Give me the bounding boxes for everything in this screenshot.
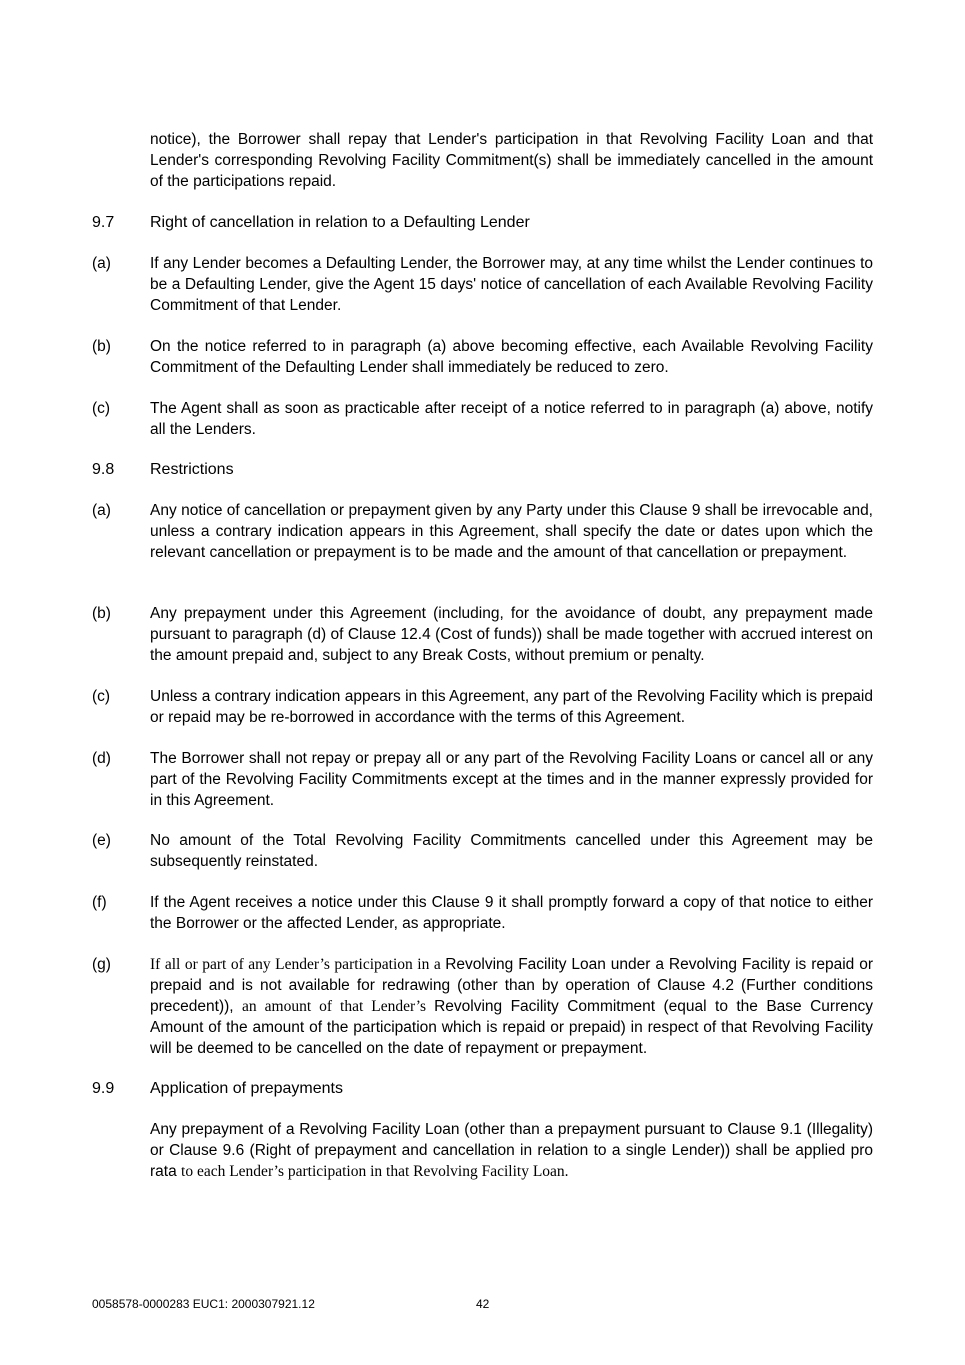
text-segment: Revolving Facility Loan under a Revolving Facility is repaid or prepaid and is not available for redrawing (other than by operation of Clause 4.2 (Further conditions precedent)), — [150, 956, 874, 1015]
paragraph-9-8-a — [92, 500, 873, 563]
paragraph-9-8-c — [92, 686, 873, 728]
paragraph-9-8-d — [92, 748, 873, 811]
paragraph-9-7-b — [92, 336, 873, 378]
paragraph-label: (d) — [92, 750, 111, 767]
section-title: Right of cancellation in relation to a Defaulting Lender — [150, 214, 530, 231]
paragraph-label: (b) — [92, 605, 111, 622]
footer-page-number: 42 — [476, 1297, 490, 1311]
paragraph-9-9 — [150, 1119, 873, 1182]
paragraph-label: (a) — [92, 502, 111, 519]
paragraph-text: No amount of the Total Revolving Facility Commitments cancelled under this Agreement may be subsequently reinstated. — [150, 832, 873, 870]
footer-document-reference: 0058578-0000283 EUC1: 2000307921.12 — [92, 1297, 315, 1311]
paragraph-label: (b) — [92, 338, 111, 355]
paragraph-text: If any Lender becomes a Defaulting Lender, the Borrower may, at any time whilst the Lender continues to be a Defaulting Lender, give the Agent 15 days' notice of cancellation of each Available Revolving Facility Commitment of that Lender. — [150, 255, 873, 314]
paragraph-9-7-a — [92, 253, 873, 316]
paragraph-label: (c) — [92, 400, 111, 417]
section-number: 9.8 — [92, 461, 115, 478]
section-number: 9.7 — [92, 214, 115, 231]
text-segment-serif: to each Lender’s participation in that Revolving Facility Loan. — [181, 1163, 569, 1180]
paragraph-label: (g) — [92, 956, 111, 973]
paragraph-label: (f) — [92, 894, 107, 911]
paragraph-9-8-g — [92, 954, 873, 1059]
section-number: 9.9 — [92, 1080, 115, 1097]
section-title: Application of prepayments — [150, 1080, 343, 1097]
paragraph-9-8-e — [92, 830, 873, 872]
paragraph-9-7-c — [92, 398, 873, 440]
paragraph-text: Any prepayment under this Agreement (including, for the avoidance of doubt, any prepayment made pursuant to paragraph (d) of Clause 12.4 (Cost of funds)) shall be made together with accrued interest on the amount prepaid and, subject to any Break Costs, without premium or penalty. — [150, 605, 873, 664]
paragraph-9-8-b — [92, 603, 873, 666]
text-segment-serif: If all or part of any Lender’s participation in a — [150, 956, 446, 973]
paragraph-9-8-f — [92, 892, 873, 934]
section-title: Restrictions — [150, 461, 234, 478]
text-segment: Any prepayment of a Revolving Facility Loan (other than a prepayment pursuant to Clause 9.1 (Illegality) or Clause 9.6 (Right of prepayment and cancellation in relation to a single Lender)) shall be applied pro rata — [150, 1121, 873, 1180]
paragraph-label: (a) — [92, 255, 111, 272]
text-segment-serif: an amount of that Lender’s — [242, 998, 435, 1015]
paragraph-text: The Borrower shall not repay or prepay all or any part of the Revolving Facility Loans or cancel all or any part of the Revolving Facility Commitments except at the times and in the manner expressly provided for in this Agreement. — [150, 750, 873, 809]
paragraph-text: Any notice of cancellation or prepayment given by any Party under this Clause 9 shall be irrevocable and, unless a contrary indication appears in this Agreement, shall specify the date or dates upon which the relevant cancellation or prepayment is to be made and the amount of that cancellation or prepayment. — [150, 502, 873, 561]
text-segment: Revolving Facility Commitment (equal to the Base Currency Amount of the amount of the participation which is repaid or prepaid) in respect of that Revolving Facility will be deemed to be cancelled on the date of repayment or prepayment. — [150, 998, 873, 1057]
paragraph-text: The Agent shall as soon as practicable after receipt of a notice referred to in paragraph (a) above, notify all the Lenders. — [150, 400, 873, 438]
paragraph-label: (c) — [92, 688, 111, 705]
paragraph-text: If the Agent receives a notice under this Clause 9 it shall promptly forward a copy of that notice to either the Borrower or the affected Lender, as appropriate. — [150, 894, 873, 932]
paragraph-text: Unless a contrary indication appears in this Agreement, any part of the Revolving Facility which is prepaid or repaid may be re-borrowed in accordance with the terms of this Agreement. — [150, 688, 873, 726]
paragraph-text: On the notice referred to in paragraph (a) above becoming effective, each Available Revolving Facility Commitment of the Defaulting Lender shall immediately be reduced to zero. — [150, 338, 873, 376]
paragraph-text — [150, 954, 873, 1059]
paragraph-label: (e) — [92, 832, 111, 849]
continuation-paragraph: notice), the Borrower shall repay that Lender's participation in that Revolving Facility Loan and that Lender's corresponding Revolving Facility Commitment(s) shall be immediately cancelled in the amount of the participations repaid. — [150, 131, 873, 190]
